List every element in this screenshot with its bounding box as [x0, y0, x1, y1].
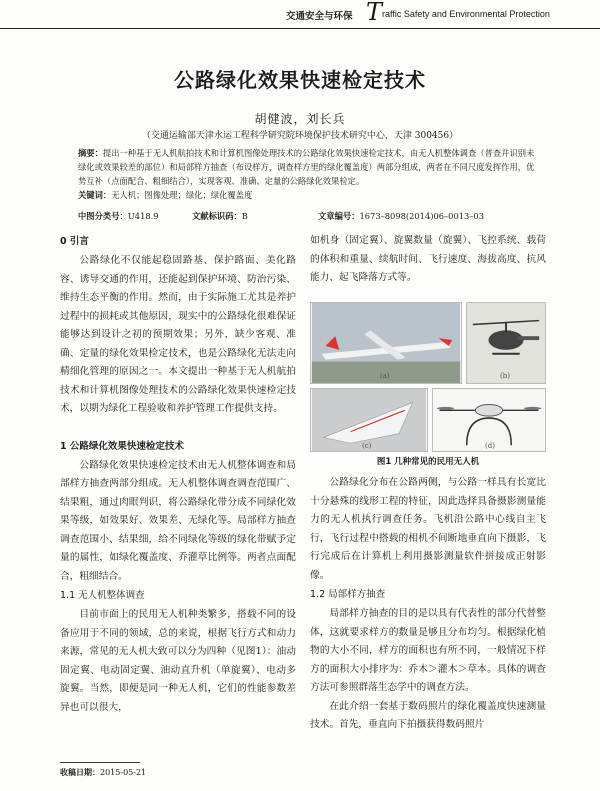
journal-logo-initial: T	[366, 0, 383, 26]
abstract-text: 提出一种基于无人机航拍技术和计算机图像处理技术的公路绿化效果快速检定技术，由无人机整体调查（普查并识别未绿化或效果较差的部位）和局部样方抽查（布设样方，调查样方里的绿化覆盖度）两部分组成，两者在不同尺度发挥作用，优势互补（点面配合、粗细结合），实现客观、准确、定量的公路绿化效果检定。	[78, 148, 535, 186]
article-title: 公路绿化效果快速检定技术	[174, 68, 426, 92]
uav-survey-paragraph: 公路绿化分布在公路两侧，与公路一样具有长宽比十分悬殊的线形工程的特征，因此选择具备摄影测量能力的无人机执行调查任务。飞机沿公路中心线自主飞行，飞行过程中搭载的相机不间断地垂直向下摄影，飞行完成后在计算机上利用摄影测量软件拼接成正射影像。	[310, 477, 546, 581]
abstract-label: 摘要：	[78, 148, 103, 158]
figure-1	[310, 302, 546, 452]
footnote-rule	[60, 762, 140, 763]
doc-label: 文献标识码：	[192, 211, 242, 221]
clc-value: U418.9	[127, 211, 159, 221]
section-heading-1: 1 公路绿化效果快速检定技术	[60, 440, 184, 452]
subsection-heading-1-2: 1.2 局部样方抽查	[310, 589, 386, 600]
figure-label-c: (c)	[362, 442, 372, 450]
abstract-block	[78, 146, 540, 202]
journal-name-en: raffic Safety and Environmental Protection	[382, 9, 550, 19]
clc-label: 中图分类号：	[78, 211, 128, 221]
figure-caption: 图1 几种常见的民用无人机	[376, 457, 480, 467]
article-authors: 胡健波，刘长兵	[254, 112, 346, 126]
subsection1-1-paragraph: 目前市面上的民用无人机种类繁多，搭载不同的设备应用于不同的领域，总的来说，根据飞行方式和动力来源，常见的无人机大致可以分为四种（见图1）：油动固定翼、电动固定翼、油动直升机（单旋翼）、电动多旋翼。当然，即便是同一种无人机，它们的性能参数差异也可以很大，	[60, 609, 296, 713]
left-column	[60, 232, 296, 717]
right-column-top	[310, 232, 546, 288]
intro-paragraph: 公路绿化不仅能起稳固路基、保护路面、美化路容、诱导交通的作用，还能起到保护环境、防治污染、维持生态平衡的作用。然而，由于实际施工尤其是养护过程中的损耗或其他原因，现实中的公路绿化很难保证能够达到设计之初的预期效果；另外，缺少客观、准确、定量的绿化效果检定技术，也是公路绿化无法走向精细化管理的原因之一。本文提出一种基于无人机航拍技术和计算机图像处理技术的公路绿化效果快速检定技术，以期为绿化工程验收和养护管理工作提供支持。	[60, 255, 296, 414]
article-number	[318, 210, 484, 222]
right-continuation-paragraph: 如机身（固定翼）、旋翼数量（旋翼）、飞控系统、载荷的体积和重量、续航时间、飞行速度、海拔高度、抗风能力、起飞降落方式等。	[310, 235, 546, 283]
section-heading-intro: 0 引言	[60, 236, 89, 247]
clc-number	[78, 210, 159, 222]
header-rule	[0, 28, 600, 29]
keywords-text: 无人机；图像处理；绿化；绿化覆盖度	[111, 190, 253, 200]
received-value: 2015-05-21	[100, 768, 147, 777]
right-column-bottom	[310, 474, 546, 735]
coverage-method-paragraph: 在此介绍一套基于数码照片的绿化覆盖度快速测量技术。首先，垂直向下拍摄获得数码照片	[310, 700, 546, 730]
received-date	[60, 767, 146, 778]
keywords-label: 关键词：	[78, 190, 112, 200]
article-label: 文章编号：	[318, 211, 360, 221]
received-label: 收稿日期：	[60, 768, 100, 777]
figure-label-d: (d)	[485, 442, 495, 450]
journal-name-zh: 交通安全与环保	[286, 11, 353, 22]
article-affiliation: （交通运输部天津水运工程科学研究院环境保护技术研究中心，天津 300456）	[141, 131, 459, 141]
sample-plot-paragraph: 局部样方抽查的目的是以具有代表性的部分代替整体，这就要求样方的数量是够且分布均匀。根据绿化植物的大小不同，样方的面积也有所不同，一般情况下样方的面积大小排序为：乔木＞灌木＞草本。具体的调查方法可参照群落生态学中的调查方法。	[310, 608, 546, 693]
section1-paragraph: 公路绿化效果快速检定技术由无人机整体调查和局部样方抽查两部分组成。无人机整体调查调查范围广、结果粗，通过肉眼判识，将公路绿化带分成不同绿化效果等级，如效果好、效果差、无绿化等。局部样方抽查调查范围小、结果细，给不同绿化等级的绿化带赋予定量的属性，如绿化覆盖度、乔灌草比例等。两者点面配合，粗细结合。	[60, 459, 296, 582]
subsection-heading-1-1: 1.1 无人机整体调查	[60, 590, 145, 601]
figure-label-a: (a)	[380, 372, 390, 380]
keywords-line	[78, 188, 540, 202]
figure-label-b: (b)	[500, 372, 510, 380]
doc-code	[192, 210, 248, 222]
doc-value: B	[241, 211, 248, 221]
abstract-paragraph	[78, 146, 540, 188]
article-value: 1673–8098(2014)06–0013–03	[359, 211, 484, 221]
